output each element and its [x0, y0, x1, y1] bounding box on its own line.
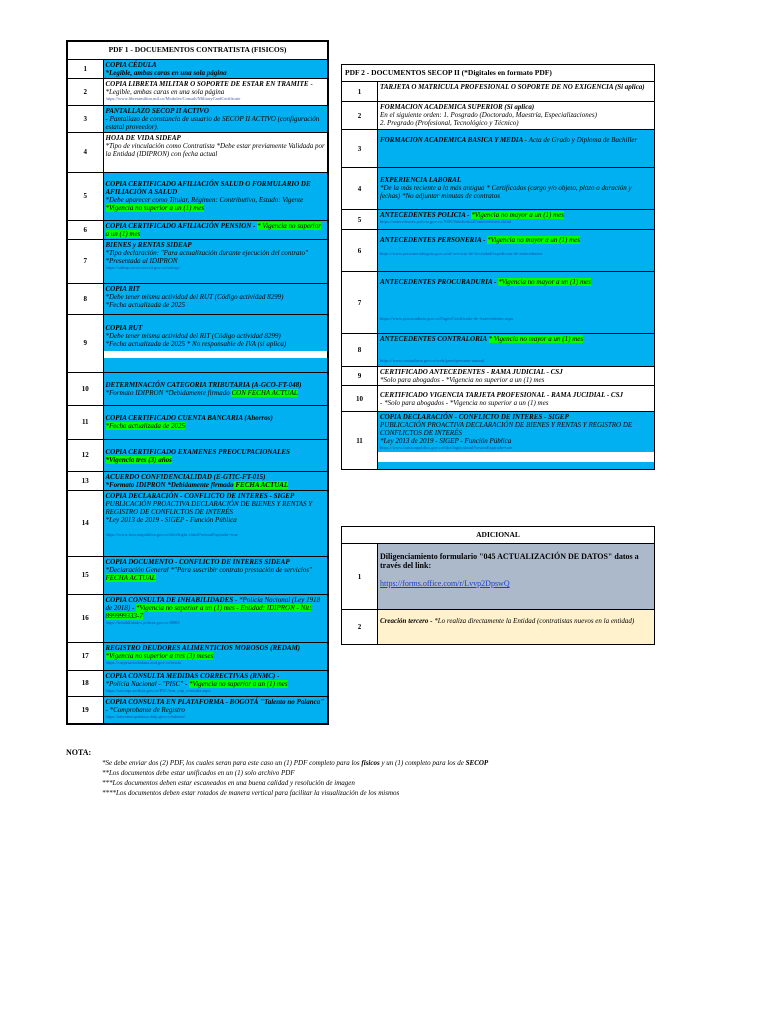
table-row: ANTECEDENTES CONTRALORIA * Vigencia no mayor a un (1) mes https://www.contraloria.gov.co/web/guest/persona-natural [378, 334, 655, 367]
link[interactable]: https://carpetaciudadana.and.gov.co/inicio [105, 659, 182, 665]
table-row: DETERMINACIÓN CATEGORIA TRIBUTARIA (A-GCO-FT-048) *Formato IDIPRON *Debidamente firmado CON FECHA ACTUAL [103, 372, 328, 405]
note-line: **Los documentos debe estar unificados en un (1) solo archivo PDF [102, 769, 295, 777]
row-number: 10 [67, 372, 103, 405]
table-row: COPIA LIBRETA MILITAR O SOPORTE DE ESTAR EN TRAMITE - *Legible, ambas caras en una sola página https://www.libretamilitar.mil.co/Modules/Consult/MilitaryCardCertificate [103, 78, 328, 105]
link[interactable]: https://srvcnpc.policia.gov.co/PSC/frm_cnp_consulta.aspx [105, 687, 211, 693]
table-row: COPIA CONSULTA MEDIDAS CORRECTIVAS (RNMC) - *Policía Nacional - "PISC" - *Vigencia no superior a un (1) mes https://srvcnpc.policia.gov.co/PSC/frm_cnp_consulta.aspx [103, 670, 328, 696]
row-number: 16 [67, 594, 103, 642]
row-number: 17 [67, 642, 103, 670]
table-row: Creación tercero - *Lo realiza directamente la Entidad (contratistas nuevos en la entidad) [378, 610, 655, 645]
link[interactable]: https://www.personeriabogota.gov.co/al-servicio-de-la-ciudad/expedicion-de-antecedentes [380, 251, 543, 256]
row-number: 19 [67, 696, 103, 724]
table-row: COPIA CERTIFICADO EXAMENES PREOCUPACIONALES *Vigencia tres (3) años [103, 439, 328, 471]
table-pdf1 [66, 40, 329, 725]
row-number: 10 [342, 386, 378, 412]
table-row: COPIA CERTIFICADO AFILIACIÓN SALUD O FORMULARIO DE AFILIACIÓN A SALUD *Debe aparecer como Titular, Régimen: Contributivo, Estado: Vigente *Vigencia no superior a un (1) mes [103, 172, 328, 220]
link[interactable]: https://talentonopalanca.dafp.gov.co/talento/ [105, 713, 186, 719]
row-number: 13 [67, 471, 103, 490]
link[interactable]: https://www.funcionpublica.gov.co/fdci/login.xhtml?sesionExpirada=true [105, 531, 238, 537]
table-row: REGISTRO DEUDORES ALIMENTICIOS MOROSOS (REDAM) *Vigencia no superior a tres (3) meses https://carpetaciudadana.and.gov.co/inicio [103, 642, 328, 670]
table-row: COPIA RIT *Debe tener misma actividad del RUT (Código actividad 8299) *Fecha actualizada de 2025 [103, 283, 328, 314]
row-number: 2 [342, 610, 378, 645]
table-row: COPIA DOCUMENTO - CONFLICTO DE INTERES SIDEAP *Declaración General *"Para suscribir contrato prestación de servicios" FECHA ACTUAL [103, 556, 328, 594]
row-number: 6 [342, 230, 378, 272]
row-number: 9 [67, 314, 103, 372]
table-row: COPIA CERTIFICADO CUENTA BANCARIA (Ahorros) *Fecha actualizada de 2025 [103, 405, 328, 439]
link[interactable]: https://www.libretamilitar.mil.co/Modules/Consult/MilitaryCardCertificate [105, 95, 241, 101]
row-number: 5 [67, 172, 103, 220]
link[interactable]: https://sideap.serviciocivil.gov.co/sideap/ [105, 264, 180, 270]
row-number: 2 [67, 78, 103, 105]
link[interactable]: https://www.contraloria.gov.co/web/guest/persona-natural [380, 358, 485, 363]
row-number: 3 [342, 130, 378, 168]
row-number: 8 [67, 283, 103, 314]
table-row: COPIA CONSULTA EN PLATAFORMA - BOGOTÁ "Talento no Palanca" - *Comprobante de Registro https://talentonopalanca.dafp.gov.co/talento/ [103, 696, 328, 724]
row-number: 7 [342, 272, 378, 334]
link[interactable]: https://www.funcionpublica.gov.co/fdci/login.xhtml?sesionExpirada=true [380, 445, 513, 450]
table-row: FORMACION ACADEMICA SUPERIOR (Si aplica) En el siguiente orden: 1. Posgrado (Doctorado, Maestría, Especializaciones) 2. Pregrado (Profesional, Tecnológico y Técnico) [378, 102, 655, 130]
row-number: 1 [342, 82, 378, 102]
row-number: 9 [342, 367, 378, 386]
table-row: FORMACION ACADEMICA BASICA Y MEDIA - Acta de Grado y Diploma de Bachiller [378, 130, 655, 168]
link[interactable]: https://www.procuraduria.gov.co/Pages/Certificado-de-Antecedentes.aspx [380, 316, 514, 321]
table-title: PDF 2 - DOCUMENTOS SECOP II (*Digitales en formato PDF) [342, 65, 655, 82]
table-row: ANTECEDENTES POLICIA - *Vigencia no mayor a un (1) mes https://antecedentes.policia.gov.co:7005/WebJudicial/antecedentes.xhtml [378, 210, 655, 230]
link[interactable]: https://antecedentes.policia.gov.co:7005/WebJudicial/antecedentes.xhtml [380, 219, 512, 224]
notes-label: NOTA: [66, 748, 92, 757]
table-row: COPIA CÉDULA *Legible, ambas caras en una sola página [103, 59, 328, 78]
note-line: *Se debe enviar dos (2) PDF, los cuales seran para este caso un (1) PDF completo para los fisicos y un (1) completo para los de SECOP [102, 759, 489, 767]
note-line: ****Los documentos deben estar rotados de manera vertical para facilitar la visualización de los mismos [102, 789, 400, 797]
table-row: TARJETA O MATRICULA PROFESIONAL O SOPORTE DE NO EXIGENCIA (Si aplica) [378, 82, 655, 102]
row-number: 3 [67, 105, 103, 132]
link[interactable]: https://inhabilidades.policia.gov.co:8080/ [105, 619, 180, 625]
row-number: 14 [67, 490, 103, 556]
table-title: PDF 1 - DOCUEMENTOS CONTRATISTA (FISICOS) [67, 41, 328, 59]
row-number: 18 [67, 670, 103, 696]
row-number: 1 [67, 59, 103, 78]
row-number: 5 [342, 210, 378, 230]
table-row: ANTECEDENTES PROCURADURIA - *Vigencia no mayor a un (1) mes https://www.procuraduria.gov.co/Pages/Certificado-de-Antecedentes.aspx [378, 272, 655, 334]
table-row: ANTECEDENTES PERSONERIA - *Vigencia no mayor a un (1) mes https://www.personeriabogota.gov.co/al-servicio-de-la-ciudad/expedicion-de-antecedentes [378, 230, 655, 272]
table-row: COPIA DECLARACIÓN - CONFLICTO DE INTERES - SIGEP PUBLICACIÓN PROACTIVA DECLARACIÓN DE BIENES Y RENTAS Y REGISTRO DE CONFLICTOS DE INTERÉS *Ley 2013 de 2019 - SIGEP - Función Pública https://www.funcionpublica.gov.co/fdci/login.xhtml?sesionExpirada=true [103, 490, 328, 556]
table-row: COPIA CONSULTA DE INHABILIDADES - *Policía Nacional (Ley 1918 de 2018) - *Vigencia no superior a un (1) mes - Entidad: IDIPRON - Nit: 899999333-7 https://inhabilidades.policia.gov.co:8080/ [103, 594, 328, 642]
table-row: BIENES y RENTAS SIDEAP *Tipo declaración: "Para actualización durante ejecución del contrato" *Presentada al IDIPRON https://sideap.serviciocivil.gov.co/sideap/ [103, 239, 328, 283]
table-row: EXPERIENCIA LABORAL *De la más reciente a la más antigua * Certificados (cargo y/o objeto, plazo o duración y fechas) *No adjuntar minutas de contratos [378, 168, 655, 210]
row-number: 8 [342, 334, 378, 367]
form-link[interactable]: https://forms.office.com/r/Lvvp2DpswQ [380, 579, 510, 588]
row-number: 15 [67, 556, 103, 594]
table-row: Diligenciamiento formulario "045 ACTUALIZACIÓN DE DATOS" datos a través del link: https://forms.office.com/r/Lvvp2DpswQ [378, 544, 655, 610]
table-row: COPIA DECLARACIÓN - CONFLICTO DE INTERES - SIGEP PUBLICACIÓN PROACTIVA DECLARACIÓN DE BIENES Y RENTAS Y REGISTRO DE CONFLICTOS DE INTERÉS *Ley 2013 de 2019 - SIGEP - Función Pública https://www.funcionpublica.gov.co/fdci/login.xhtml?sesionExpirada=true [378, 412, 655, 470]
table-adicional [341, 526, 655, 645]
table-row: COPIA CERTIFICADO AFILIACIÓN PENSION - * Vigencia no superior a un (1) mes [103, 220, 328, 239]
table-row: PANTALLAZO SECOP II ACTIVO - Pantallazo de constancia de usuario de SECOP II ACTIVO (configuración estatal proveedor). [103, 105, 328, 132]
row-number: 11 [67, 405, 103, 439]
row-number: 1 [342, 544, 378, 610]
row-number: 4 [67, 132, 103, 172]
table-row: ACUERDO CONFIDENCIALIDAD (E-GTIC-FT-015) *Formato IDIPRON *Debidamente firmado FECHA ACTUAL [103, 471, 328, 490]
row-number: 2 [342, 102, 378, 130]
table-row: HOJA DE VIDA SIDEAP *Tipo de vinculación como Contratista *Debe estar previamente Validada por la Entidad (IDIPRON) con fecha actual [103, 132, 328, 172]
table-row: CERTIFICADO VIGENCIA TARJETA PROFESIONAL - RAMA JUCIDIAL - CSJ - *Solo para abogados - *Vigencia no superior a un (1) mes [378, 386, 655, 412]
row-number: 11 [342, 412, 378, 470]
table-title: ADICIONAL [342, 527, 655, 544]
note-line: ***Los documentos deben estar escaneados en una buena calidad y resolución de imagen [102, 779, 355, 787]
table-row: COPIA RUT *Debe tener misma actividad del RIT (Código actividad 8299) *Fecha actualizada de 2025 * No responsable de IVA (si aplica) [103, 314, 328, 372]
row-number: 7 [67, 239, 103, 283]
table-row: CERTIFICADO ANTECEDENTES - RAMA JUDICIAL - CSJ *Solo para abogados - *Vigencia no superior a un (1) mes [378, 367, 655, 386]
row-number: 12 [67, 439, 103, 471]
row-number: 4 [342, 168, 378, 210]
row-number: 6 [67, 220, 103, 239]
table-pdf2 [341, 64, 655, 470]
